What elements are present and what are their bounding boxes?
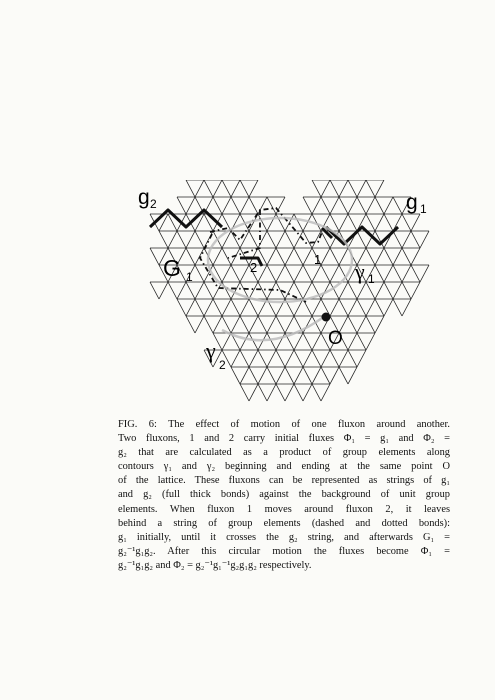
lattice-bond [276, 316, 285, 333]
lattice-bond [402, 214, 411, 231]
lattice-bond [276, 231, 285, 248]
lattice-bond [213, 197, 222, 214]
lattice-bond [303, 197, 312, 214]
lattice-bond [348, 197, 357, 214]
lattice-bond [276, 248, 285, 265]
lattice-bond [195, 180, 204, 197]
lattice-bond [159, 231, 168, 248]
lattice-bond [393, 248, 402, 265]
lattice-bond [348, 180, 357, 197]
lattice-bond [366, 248, 375, 265]
caption-line: FIG. 6: The effect of motion of one fluxon around another. [118, 419, 450, 430]
lattice-bond [267, 367, 276, 384]
lattice-bond [366, 180, 375, 197]
lattice-bond [339, 180, 348, 197]
lattice-bond [222, 180, 231, 197]
lattice-bond [402, 299, 411, 316]
label-G1-sub: 1 [186, 270, 193, 284]
lattice-bond [384, 282, 393, 299]
lattice-bond [330, 180, 339, 197]
lattice-bond [411, 265, 420, 282]
label-origin: O [328, 328, 343, 349]
lattice-bond [177, 197, 186, 214]
lattice-bond [384, 214, 393, 231]
lattice-bond [204, 282, 213, 299]
lattice-bond [348, 299, 357, 316]
lattice-bond [240, 333, 249, 350]
lattice-bond [330, 265, 339, 282]
label-fluxon2: 2 [250, 260, 258, 275]
lattice-bond [240, 299, 249, 316]
lattice-bond [357, 316, 366, 333]
lattice-bond [384, 197, 393, 214]
g2-string [150, 210, 222, 227]
lattice-bond [375, 214, 384, 231]
lattice-bond [222, 197, 231, 214]
caption-line: g₂⁻¹g₁g₂ and Φ₂ = g₂⁻¹g₁⁻¹g₂g₁g₂ respectively. [118, 559, 312, 571]
lattice-bond [321, 248, 330, 265]
label-fluxon1: 1 [314, 252, 322, 267]
lattice-bond [267, 214, 276, 231]
lattice-bond [321, 367, 330, 384]
lattice-bond [393, 231, 402, 248]
figure-caption [118, 418, 450, 573]
lattice-bond [312, 384, 321, 401]
lattice-bond [231, 316, 240, 333]
lattice-bond [312, 333, 321, 350]
lattice-bond [267, 384, 276, 401]
lattice-bond [177, 231, 186, 248]
lattice-bond [402, 282, 411, 299]
lattice-bond [213, 180, 222, 197]
lattice-bond [222, 333, 231, 350]
lattice-bond [357, 231, 366, 248]
label-gamma1: γ [355, 259, 365, 284]
lattice-bond [168, 282, 177, 299]
lattice-bond [276, 367, 285, 384]
lattice-bond [357, 333, 366, 350]
lattice-bond [240, 231, 249, 248]
lattice-bond [402, 265, 411, 282]
lattice-bond [339, 367, 348, 384]
lattice-bond [240, 197, 249, 214]
lattice-bond [411, 282, 420, 299]
lattice-bond [195, 282, 204, 299]
caption-line: contours γ₁ and γ₂ beginning and ending at the same point O [118, 461, 450, 473]
lattice-bond [357, 350, 366, 367]
lattice-bond [303, 248, 312, 265]
lattice-bond [357, 282, 366, 299]
lattice-bond [330, 350, 339, 367]
lattice-bond [195, 316, 204, 333]
lattice-bond [159, 282, 168, 299]
lattice-bond [402, 248, 411, 265]
lattice-bond [375, 248, 384, 265]
lattice-bond [267, 231, 276, 248]
lattice-bond [240, 180, 249, 197]
lattice-bond [321, 197, 330, 214]
lattice-bond [420, 231, 429, 248]
lattice-bond [186, 316, 195, 333]
lattice-bond [240, 350, 249, 367]
lattice-bond [357, 299, 366, 316]
lattice-bond [267, 197, 276, 214]
lattice-bond [231, 299, 240, 316]
lattice-bond [366, 333, 375, 350]
lattice-bond [375, 265, 384, 282]
lattice-bond [330, 299, 339, 316]
lattice-bond [411, 214, 420, 231]
label-g1: g [406, 191, 418, 214]
lattice-bond [240, 384, 249, 401]
lattice-bond [366, 197, 375, 214]
lattice-bond [150, 248, 159, 265]
lattice-bond [249, 197, 258, 214]
lattice-bond [393, 197, 402, 214]
lattice-bond [312, 197, 321, 214]
lattice-bond [348, 316, 357, 333]
lattice-bond [294, 333, 303, 350]
lattice-bond [357, 180, 366, 197]
lattice-bond [384, 299, 393, 316]
label-g2-sub: 2 [150, 197, 157, 211]
lattice-bond [150, 282, 159, 299]
lattice-bond [339, 350, 348, 367]
lattice-bond [294, 367, 303, 384]
lattice-bond [204, 180, 213, 197]
lattice-bond [375, 316, 384, 333]
lattice-bond [384, 265, 393, 282]
lattice-bond [303, 265, 312, 282]
lattice-bond [249, 350, 258, 367]
lattice-bond [294, 248, 303, 265]
lattice-bond [222, 248, 231, 265]
lattice-bond [321, 265, 330, 282]
label-gamma2: γ [206, 338, 216, 363]
lattice-bond [231, 265, 240, 282]
lattice-bond [186, 180, 195, 197]
lattice-bond [276, 265, 285, 282]
lattice-bond [177, 299, 186, 316]
lattice-bond [231, 180, 240, 197]
lattice-bond [249, 384, 258, 401]
lattice-bond [195, 231, 204, 248]
lattice-bond [186, 248, 195, 265]
lattice-bond [411, 248, 420, 265]
lattice-bond [195, 265, 204, 282]
lattice-bond [348, 367, 357, 384]
lattice-bond [312, 367, 321, 384]
lattice-bond [186, 231, 195, 248]
lattice-bond [258, 367, 267, 384]
lattice-bond [357, 197, 366, 214]
lattice-bond [294, 384, 303, 401]
lattice-bond [321, 180, 330, 197]
lattice-bond [231, 367, 240, 384]
lattice-bond [303, 282, 312, 299]
lattice-bond [285, 367, 294, 384]
lattice-bond [258, 350, 267, 367]
lattice-bond [276, 214, 285, 231]
lattice-bond [366, 299, 375, 316]
lattice-bond [285, 350, 294, 367]
lattice-bond [348, 333, 357, 350]
lattice-bond [285, 384, 294, 401]
lattice-bond [366, 316, 375, 333]
lattice-bond [312, 299, 321, 316]
caption-line: g₂ that are calculated as a product of group elements along [118, 447, 450, 459]
lattice-bond [276, 333, 285, 350]
lattice-bond [366, 214, 375, 231]
caption-line: g₁ initially, until it crosses the g₂ string, and afterwards G₁ = [118, 531, 450, 543]
lattice-bond [276, 197, 285, 214]
lattice-bond [312, 231, 321, 248]
lattice-bond [276, 350, 285, 367]
lattice-bond [186, 299, 195, 316]
lattice-bond [258, 384, 267, 401]
lattice-bond [186, 282, 195, 299]
caption-line: Two fluxons, 1 and 2 carry initial fluxes Φ₁ = g₁ and Φ₂ = [118, 433, 450, 445]
lattice-bond [303, 384, 312, 401]
lattice-bond [285, 265, 294, 282]
caption-line: g₂⁻¹g₁g₂. After this circular motion the fluxes become Φ₁ = [118, 545, 450, 557]
lattice-bond [213, 299, 222, 316]
lattice-bond [303, 367, 312, 384]
lattice-bond [258, 316, 267, 333]
lattice-bond [195, 299, 204, 316]
lattice-bond [186, 197, 195, 214]
lattice-bond [420, 265, 429, 282]
lattice-bond [258, 265, 267, 282]
lattice-bond [213, 248, 222, 265]
lattice-bond [312, 180, 321, 197]
lattice-bond [339, 248, 348, 265]
label-g2: g [138, 186, 150, 209]
lattice-bond [303, 333, 312, 350]
lattice-bond [231, 197, 240, 214]
lattice-bond [249, 180, 258, 197]
lattice-bond [249, 299, 258, 316]
label-g1-sub: 1 [420, 202, 427, 216]
lattice-bond [303, 350, 312, 367]
lattice-bond [321, 384, 330, 401]
lattice-bond [375, 299, 384, 316]
lattice-bond [285, 231, 294, 248]
label-G1: G [163, 255, 181, 281]
lattice-bond [339, 214, 348, 231]
lattice-bond [267, 350, 276, 367]
lattice-bond [330, 367, 339, 384]
lattice-bond [285, 316, 294, 333]
lattice-bond [267, 316, 276, 333]
lattice-bond [267, 333, 276, 350]
lattice-bond [303, 231, 312, 248]
label-gamma1-sub: 1 [368, 272, 375, 286]
lattice-bond [204, 299, 213, 316]
lattice-bond [195, 248, 204, 265]
lattice-bond [321, 350, 330, 367]
lattice-bond [249, 282, 258, 299]
lattice-bond [375, 180, 384, 197]
lattice-bond [330, 197, 339, 214]
lattice-bond [249, 367, 258, 384]
lattice-bond [312, 350, 321, 367]
lattice-bond [393, 282, 402, 299]
triangular-lattice [150, 180, 429, 401]
lattice-bond [375, 197, 384, 214]
lattice-bond [240, 265, 249, 282]
origin-point [322, 313, 331, 322]
lattice-bond [249, 333, 258, 350]
lattice-bond [285, 248, 294, 265]
label-gamma2-sub: 2 [219, 358, 226, 372]
lattice-bond [213, 316, 222, 333]
lattice-bond [267, 265, 276, 282]
lattice-bond [375, 282, 384, 299]
lattice-bond [231, 350, 240, 367]
lattice-bond [402, 231, 411, 248]
lattice-bond [276, 384, 285, 401]
lattice-bond [267, 248, 276, 265]
lattice-bond [249, 316, 258, 333]
lattice-bond [222, 265, 231, 282]
caption-line: of the lattice. These fluxons can be represented as strings of g₁ [118, 475, 450, 487]
contour-gamma2 [222, 316, 325, 340]
caption-line: and g₂ (full thick bonds) against the background of unit group [118, 489, 450, 501]
lattice-bond [240, 316, 249, 333]
lattice-bond [294, 350, 303, 367]
lattice-bond [222, 299, 231, 316]
lattice-figure [130, 180, 430, 412]
lattice-bond [294, 265, 303, 282]
caption-line: behind a string of group elements (dashed and dotted bonds): [118, 517, 450, 529]
lattice-bond [384, 248, 393, 265]
lattice-bond [294, 214, 303, 231]
lattice-bond [411, 231, 420, 248]
lattice-bond [330, 214, 339, 231]
lattice-bond [249, 231, 258, 248]
dashed-bond-path [210, 208, 322, 243]
lattice-bond [240, 367, 249, 384]
lattice-bond [393, 265, 402, 282]
lattice-bond [393, 299, 402, 316]
lattice-bond [168, 231, 177, 248]
lattice-bond [204, 316, 213, 333]
lattice-bond [258, 282, 267, 299]
lattice-bond [339, 197, 348, 214]
lattice-bond [177, 282, 186, 299]
lattice-bond [339, 299, 348, 316]
caption-line: elements. When fluxon 1 moves around fluxon 2, it leaves [118, 503, 450, 515]
lattice-bond [348, 350, 357, 367]
lattice-bond [258, 333, 267, 350]
lattice-bond [330, 248, 339, 265]
lattice-bond [348, 214, 357, 231]
lattice-bond [312, 265, 321, 282]
lattice-bond [348, 282, 357, 299]
